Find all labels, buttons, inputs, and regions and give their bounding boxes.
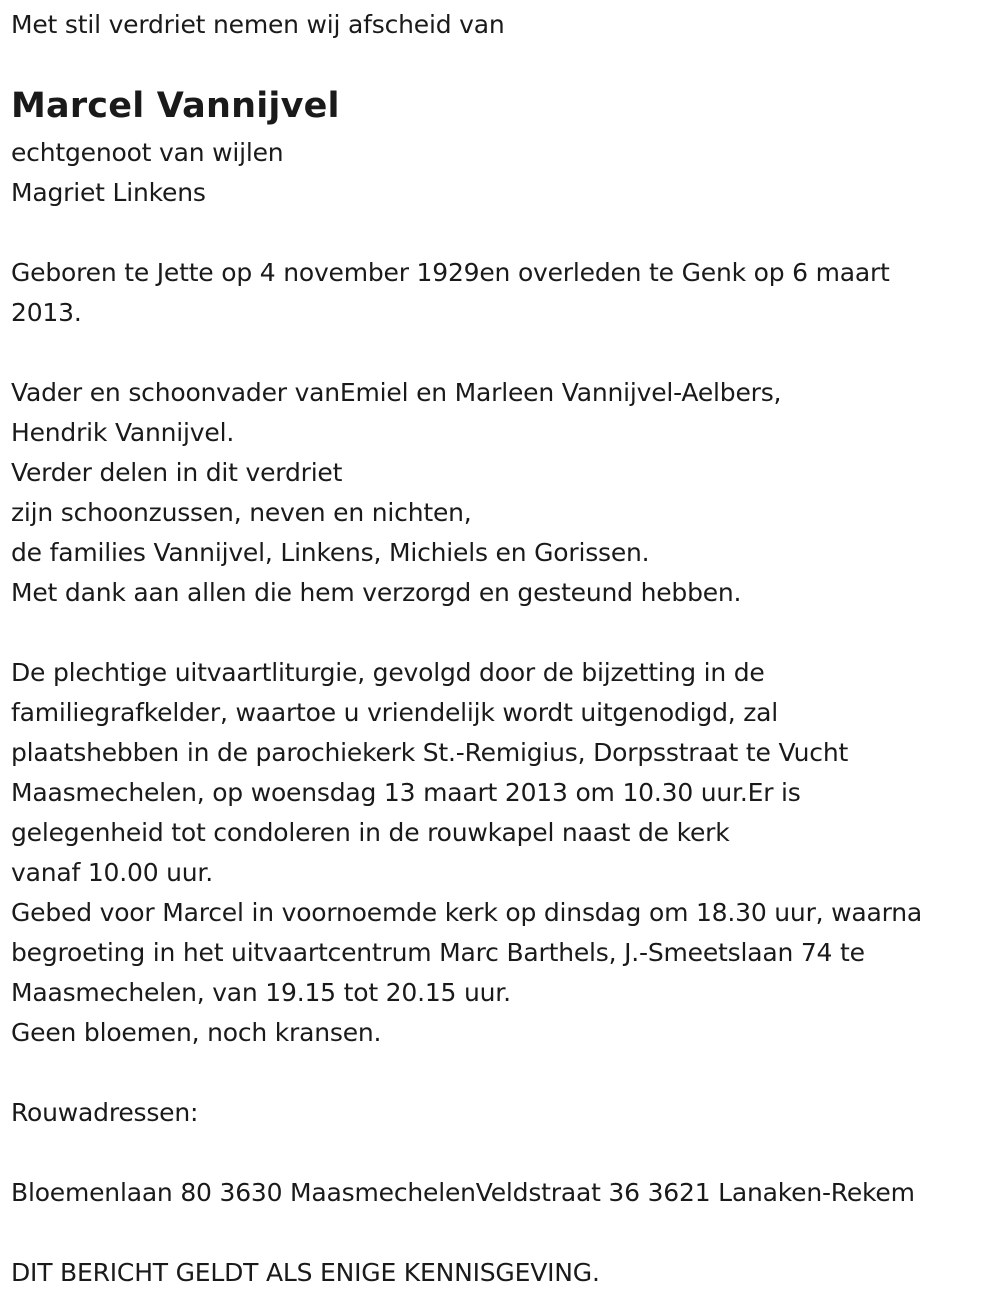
funeral-section bbox=[11, 653, 922, 1053]
birth-death-section bbox=[11, 253, 890, 333]
funeral-line: De plechtige uitvaartliturgie, gevolgd door de bijzetting in de bbox=[11, 658, 765, 687]
funeral-line: vanaf 10.00 uur. bbox=[11, 858, 213, 887]
family-line: Met dank aan allen die hem verzorgd en gesteund hebben. bbox=[11, 578, 742, 607]
funeral-line: begroeting in het uitvaartcentrum Marc Barthels, J.-Smeetslaan 74 te bbox=[11, 938, 865, 967]
addresses-heading: Rouwadressen: bbox=[11, 1098, 199, 1127]
intro-line: Met stil verdriet nemen wij afscheid van bbox=[11, 10, 505, 39]
spouse-line: echtgenoot van wijlen bbox=[11, 138, 284, 167]
family-section bbox=[11, 373, 781, 613]
family-line: Verder delen in dit verdriet bbox=[11, 458, 343, 487]
family-line: Hendrik Vannijvel. bbox=[11, 418, 235, 447]
funeral-line: gelegenheid tot condoleren in de rouwkapel naast de kerk bbox=[11, 818, 730, 847]
addresses-line: Bloemenlaan 80 3630 MaasmechelenVeldstraat 36 3621 Lanaken-Rekem bbox=[11, 1178, 915, 1207]
family-line: Vader en schoonvader vanEmiel en Marleen Vannijvel-Aelbers, bbox=[11, 378, 782, 407]
notice-line: DIT BERICHT GELDT ALS ENIGE KENNISGEVING. bbox=[11, 1258, 600, 1287]
funeral-line: Gebed voor Marcel in voornoemde kerk op dinsdag om 18.30 uur, waarna bbox=[11, 898, 923, 927]
funeral-line: Geen bloemen, noch kransen. bbox=[11, 1018, 382, 1047]
funeral-line: plaatshebben in de parochiekerk St.-Remigius, Dorpsstraat te Vucht bbox=[11, 738, 849, 767]
funeral-line: familiegrafkelder, waartoe u vriendelijk wordt uitgenodigd, zal bbox=[11, 698, 779, 727]
birth-death-line: 2013. bbox=[11, 298, 82, 327]
funeral-line: Maasmechelen, op woensdag 13 maart 2013 om 10.30 uur.Er is bbox=[11, 778, 801, 807]
spouse-line: Magriet Linkens bbox=[11, 178, 206, 207]
spouse-section bbox=[11, 133, 283, 213]
deceased-name: Marcel Vannijvel bbox=[11, 86, 340, 126]
family-line: zijn schoonzussen, neven en nichten, bbox=[11, 498, 472, 527]
family-line: de families Vannijvel, Linkens, Michiels en Gorissen. bbox=[11, 538, 650, 567]
birth-death-line: Geboren te Jette op 4 november 1929en overleden te Genk op 6 maart bbox=[11, 258, 890, 287]
funeral-line: Maasmechelen, van 19.15 tot 20.15 uur. bbox=[11, 978, 511, 1007]
